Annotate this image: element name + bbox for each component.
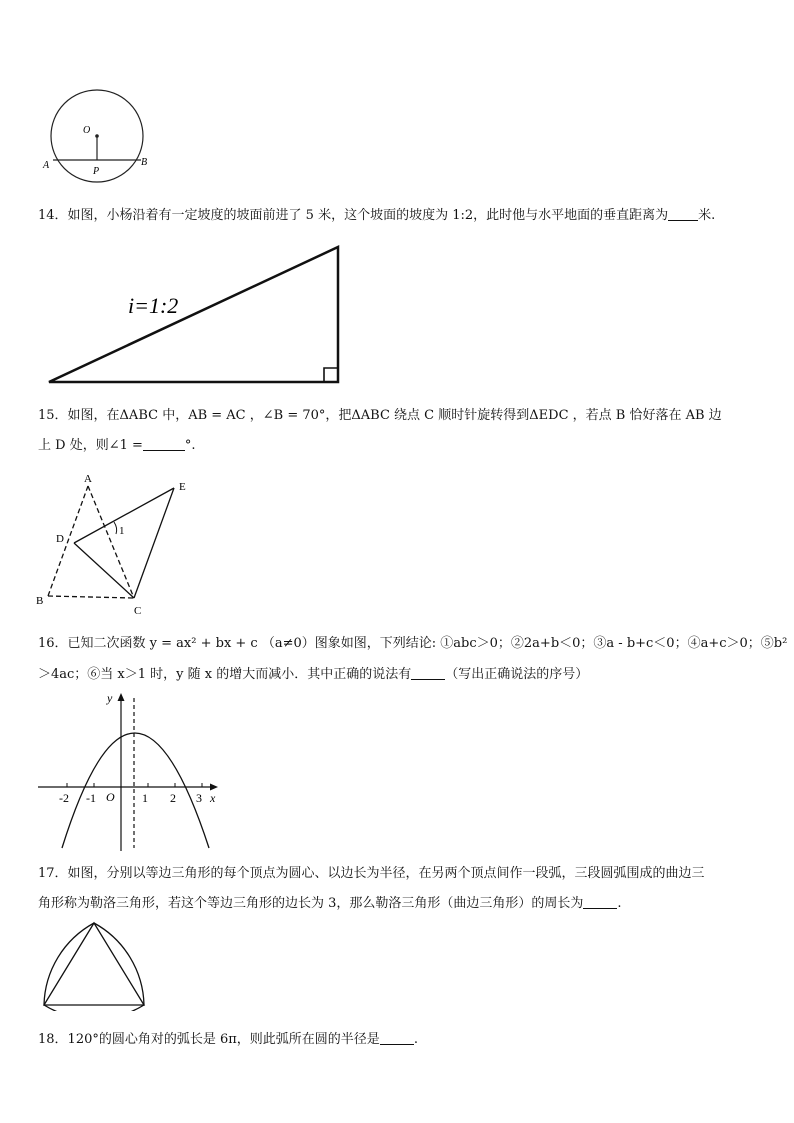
question-14-text: 14．如图，小杨沿着有一定坡度的坡面前进了 5 米，这个坡面的坡度为 1:2，此时他与水平地面的垂直距离为 [38,208,669,223]
question-15-line1 [38,408,722,424]
label-o: O [83,125,91,136]
question-16-text-2: ＞4ac；⑥当 x＞1 时，y 随 x 的增大而减小．其中正确的说法有 [38,667,412,682]
x-axis-label: x [210,791,216,805]
question-16-tail: （写出正确说法的序号） [445,667,589,682]
label-a: A [43,160,50,171]
tick-label: -1 [86,791,96,805]
question-18-text: 18．120°的圆心角对的弧长是 6π，则此弧所在圆的半径是 [38,1032,380,1047]
question-16-text: 16．已知二次函数 y = ax² + bx + c （a≠0）图象如图，下列结论: ①abc＞0；②2a+b＜0；③a - b+c＜0；④a+c＞0；⑤b² [38,636,788,651]
question-17-text: 17．如图，分别以等边三角形的每个顶点为圆心、以边长为半径，在另两个顶点间作一段弧，三段圆弧围成的曲边三 [38,866,705,881]
question-15-line2 [38,438,196,454]
question-15-text: 15．如图，在ΔABC 中，AB = AC ，∠B = 70°，把ΔABC 绕点 C 顺时针旋转得到ΔEDC ，若点 B 恰好落在 AB 边 [38,408,722,423]
question-16-line1 [38,636,787,652]
label-p: P [93,166,100,177]
question-14-tail: 米. [698,208,716,223]
answer-blank-16[interactable] [411,667,445,680]
question-18-tail: . [413,1032,418,1047]
origin-label: O [106,790,115,804]
tick-label: 2 [170,791,176,805]
question-15-tail: °. [184,438,196,453]
answer-blank-18[interactable] [380,1032,414,1045]
answer-blank-17[interactable] [583,896,617,909]
question-18 [38,1032,418,1048]
label-b: B [141,157,148,168]
question-16-line2 [38,667,588,683]
question-17-text-2: 角形称为勒洛三角形，若这个等边三角形的边长为 3，那么勒洛三角形（曲边三角形）的周长为 [38,896,584,911]
tick-label: 1 [142,791,148,805]
label-c: C [134,605,142,617]
question-17-tail: . [617,896,622,911]
parabola-figure [34,688,224,853]
circle-chord-figure [40,86,155,186]
answer-blank-15[interactable] [143,438,185,451]
tick-label: 3 [196,791,202,805]
question-17-line2 [38,896,622,912]
y-axis-label: y [107,691,113,705]
question-17-line1 [38,866,705,882]
label-a: A [84,473,92,485]
label-d: D [56,533,64,545]
question-14 [38,208,715,224]
question-15-text-2: 上 D 处，则∠1 = [38,438,143,453]
slope-label: i=1:2 [128,293,179,318]
label-b: B [36,595,44,607]
label-e: E [179,481,186,493]
reuleaux-triangle-figure [38,917,150,1011]
tick-label: -2 [59,791,69,805]
angle-1-label: 1 [119,525,125,537]
answer-blank-14[interactable] [668,208,698,221]
slope-triangle-figure [44,242,344,387]
rotation-triangle-figure [34,470,204,620]
